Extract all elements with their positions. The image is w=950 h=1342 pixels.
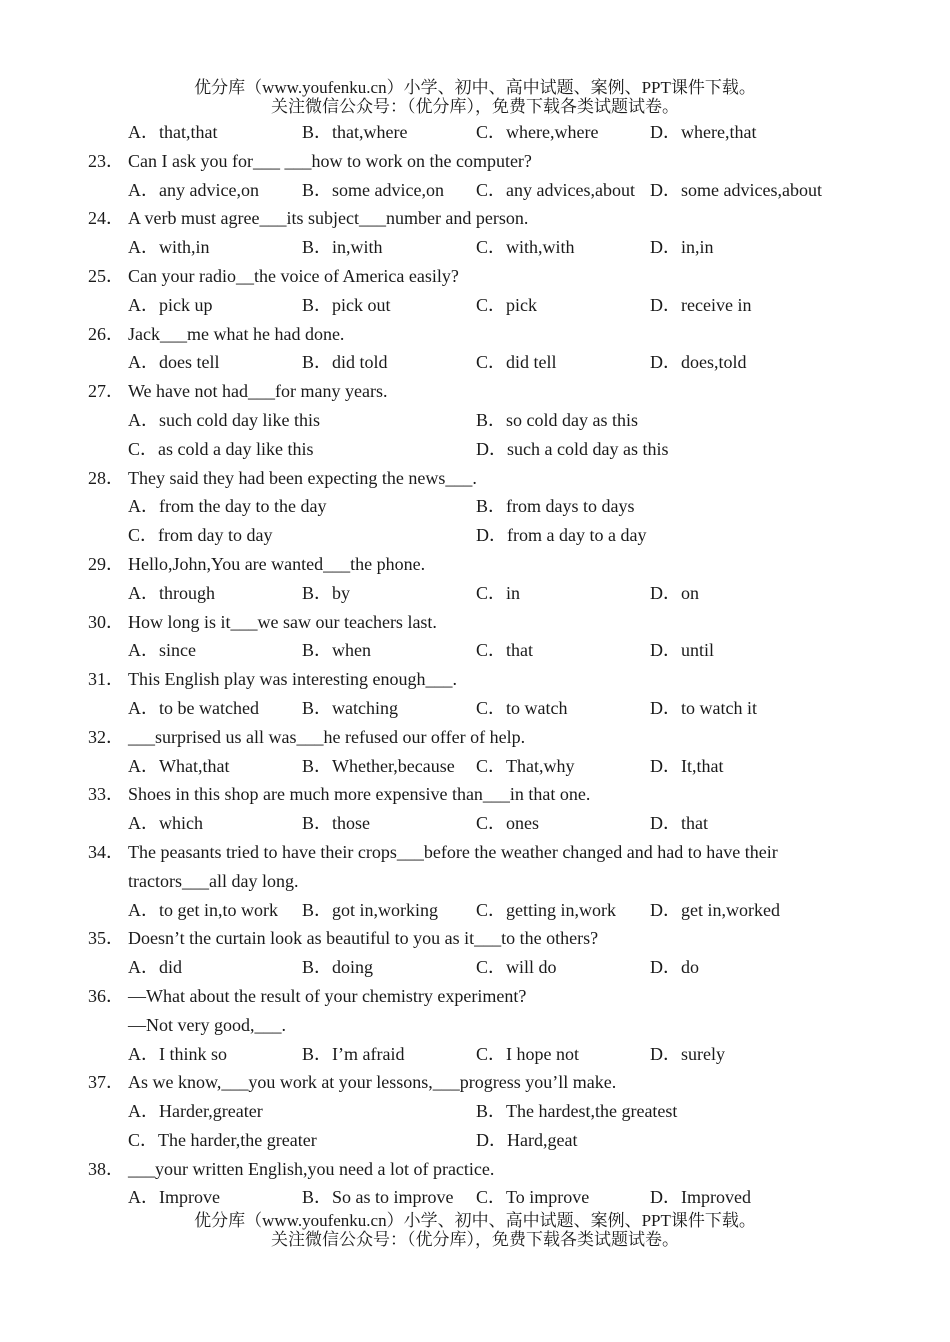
q23-options xyxy=(88,176,848,205)
q35-options xyxy=(88,953,848,982)
q31-option-d[interactable]: D．to watch it xyxy=(650,697,757,718)
q33-option-b[interactable]: B．those xyxy=(302,813,371,834)
header-banner xyxy=(0,78,950,116)
q30-option-d[interactable]: D．until xyxy=(650,640,715,661)
q33-stem xyxy=(88,780,848,809)
q32-option-b[interactable]: B．Whether,because xyxy=(302,755,455,776)
q37-option-b[interactable]: B．The hardest,the greatest xyxy=(476,1101,678,1122)
q24-options xyxy=(88,233,848,262)
q28-text: They said they had been expecting the news___. xyxy=(128,467,477,488)
q25-option-d[interactable]: D．receive in xyxy=(650,294,752,315)
q35-option-c[interactable]: C．will do xyxy=(476,957,557,978)
q36-option-d[interactable]: D．surely xyxy=(650,1043,725,1064)
q27-number: 27． xyxy=(88,381,124,402)
footer-banner xyxy=(0,1211,950,1249)
q34-stem xyxy=(88,838,848,867)
q36-option-a[interactable]: A．I think so xyxy=(128,1043,227,1064)
q31-text: This English play was interesting enough___. xyxy=(128,669,457,690)
q25-number: 25． xyxy=(88,265,124,286)
q28-option-c[interactable]: C．from day to day xyxy=(128,525,273,546)
q33-number: 33． xyxy=(88,784,124,805)
q31-options xyxy=(88,694,848,723)
q26-stem xyxy=(88,320,848,349)
q36-option-c[interactable]: C．I hope not xyxy=(476,1043,579,1064)
q24-option-d[interactable]: D．in,in xyxy=(650,237,714,258)
q22-option-c[interactable]: C．where,where xyxy=(476,122,599,142)
q23-stem xyxy=(88,147,848,176)
q24-number: 24． xyxy=(88,208,124,229)
q28-option-d[interactable]: D．from a day to a day xyxy=(476,525,647,546)
q34-number: 34． xyxy=(88,841,124,862)
q36-number: 36． xyxy=(88,985,124,1006)
q22-option-a[interactable]: A．that,that xyxy=(128,122,218,142)
q38-option-c[interactable]: C．To improve xyxy=(476,1187,590,1208)
q28-number: 28． xyxy=(88,467,124,488)
q31-option-c[interactable]: C．to watch xyxy=(476,697,568,718)
q36-options xyxy=(88,1040,848,1069)
q33-option-d[interactable]: D．that xyxy=(650,813,708,834)
q37-text: As we know,___you work at your lessons,___progress you’ll make. xyxy=(128,1072,617,1093)
q37-options-row-1 xyxy=(88,1097,848,1126)
q31-option-a[interactable]: A．to be watched xyxy=(128,697,259,718)
q32-stem xyxy=(88,723,848,752)
q27-options-row-2 xyxy=(88,435,848,464)
q30-option-b[interactable]: B．when xyxy=(302,640,371,661)
q23-option-c[interactable]: C．any advices,about xyxy=(476,179,635,200)
q34-option-b[interactable]: B．got in,working xyxy=(302,899,439,920)
q32-number: 32． xyxy=(88,726,124,747)
q32-option-a[interactable]: A．What,that xyxy=(128,755,230,776)
q29-option-b[interactable]: B．by xyxy=(302,582,351,603)
q37-stem xyxy=(88,1068,848,1097)
q35-option-b[interactable]: B．doing xyxy=(302,957,374,978)
q32-text: ___surprised us all was___he refused our offer of help. xyxy=(128,726,526,747)
q33-option-c[interactable]: C．ones xyxy=(476,813,539,834)
q27-stem xyxy=(88,377,848,406)
q27-option-a[interactable]: A．such cold day like this xyxy=(128,409,320,430)
q25-options xyxy=(88,291,848,320)
q34-option-a[interactable]: A．to get in,to work xyxy=(128,899,278,920)
q25-text: Can your radio__the voice of America easily? xyxy=(128,265,459,286)
q37-option-a[interactable]: A．Harder,greater xyxy=(128,1101,263,1122)
q24-option-a[interactable]: A．with,in xyxy=(128,237,210,258)
q24-text: A verb must agree___its subject___number and person. xyxy=(128,208,529,229)
q35-option-d[interactable]: D．do xyxy=(650,957,699,978)
q30-option-a[interactable]: A．since xyxy=(128,640,196,661)
q37-option-d[interactable]: D．Hard,geat xyxy=(476,1129,578,1150)
q27-option-d[interactable]: D．such a cold day as this xyxy=(476,438,669,459)
q29-option-a[interactable]: A．through xyxy=(128,582,215,603)
footer-line-2: 关注微信公众号：（优分库），免费下载各类试题试卷。 xyxy=(271,1230,679,1249)
q38-stem xyxy=(88,1155,848,1184)
q36-stem xyxy=(88,982,848,1011)
q26-option-d[interactable]: D．does,told xyxy=(650,352,747,373)
footer-line-1: 优分库（www.youfenku.cn）小学、初中、高中试题、案例、PPT课件下载。 xyxy=(194,1211,756,1230)
q27-options-row-1 xyxy=(88,406,848,435)
q38-number: 38． xyxy=(88,1158,124,1179)
q29-text: Hello,John,You are wanted___the phone. xyxy=(128,553,426,574)
q36-text-line-1: —What about the result of your chemistry experiment? xyxy=(128,985,527,1006)
q37-options-row-2 xyxy=(88,1126,848,1155)
q34-stem-cont xyxy=(88,867,848,896)
q26-option-b[interactable]: B．did told xyxy=(302,352,388,373)
q23-number: 23． xyxy=(88,150,124,171)
q32-options xyxy=(88,752,848,781)
q29-option-c[interactable]: C．in xyxy=(476,582,521,603)
q36-stem-cont xyxy=(88,1011,848,1040)
q24-option-c[interactable]: C．with,with xyxy=(476,237,575,258)
q33-option-a[interactable]: A．which xyxy=(128,813,203,834)
q37-number: 37． xyxy=(88,1072,124,1093)
q34-text-line-1: The peasants tried to have their crops___before the weather changed and had to have their xyxy=(128,841,778,862)
q24-option-b[interactable]: B．in,with xyxy=(302,237,383,258)
q34-options xyxy=(88,896,848,925)
q34-text-line-2: tractors___all day long. xyxy=(128,870,299,891)
q25-option-b[interactable]: B．pick out xyxy=(302,294,391,315)
q25-stem xyxy=(88,262,848,291)
q26-option-a[interactable]: A．does tell xyxy=(128,352,220,373)
q38-text: ___your written English,you need a lot of practice. xyxy=(128,1158,495,1179)
q26-option-c[interactable]: C．did tell xyxy=(476,352,557,373)
q29-options xyxy=(88,579,848,608)
q32-option-c[interactable]: C．That,why xyxy=(476,755,575,776)
q23-option-a[interactable]: A．any advice,on xyxy=(128,179,259,200)
q23-option-d[interactable]: D．some advices,about xyxy=(650,179,822,200)
q26-options xyxy=(88,348,848,377)
q34-option-d[interactable]: D．get in,worked xyxy=(650,899,780,920)
q26-text: Jack___me what he had done. xyxy=(128,323,345,344)
q38-option-d[interactable]: D．Improved xyxy=(650,1187,751,1208)
q28-options-row-1 xyxy=(88,492,848,521)
q28-options-row-2 xyxy=(88,521,848,550)
q28-option-a[interactable]: A．from the day to the day xyxy=(128,496,327,517)
q22-option-b[interactable]: B．that,where xyxy=(302,122,408,142)
q27-option-b[interactable]: B．so cold day as this xyxy=(476,409,638,430)
q38-option-a[interactable]: A．Improve xyxy=(128,1187,220,1208)
q36-text-line-2: —Not very good,___. xyxy=(128,1014,286,1035)
q30-number: 30． xyxy=(88,611,124,632)
q35-text: Doesn’t the curtain look as beautiful to you as it___to the others? xyxy=(128,928,599,949)
header-line-1: 优分库（www.youfenku.cn）小学、初中、高中试题、案例、PPT课件下载。 xyxy=(194,78,756,97)
q30-text: How long is it___we saw our teachers last. xyxy=(128,611,437,632)
q33-options xyxy=(88,809,848,838)
q23-text: Can I ask you for___ ___how to work on the computer? xyxy=(128,150,532,171)
q37-option-c[interactable]: C．The harder,the greater xyxy=(128,1129,317,1150)
q36-option-b[interactable]: B．I’m afraid xyxy=(302,1043,405,1064)
q29-option-d[interactable]: D．on xyxy=(650,582,699,603)
q23-option-b[interactable]: B．some advice,on xyxy=(302,179,444,200)
q25-option-a[interactable]: A．pick up xyxy=(128,294,213,315)
q22-options xyxy=(88,118,848,147)
q22-option-d[interactable]: D．where,that xyxy=(650,122,757,142)
q35-option-a[interactable]: A．did xyxy=(128,957,182,978)
q32-option-d[interactable]: D．It,that xyxy=(650,755,724,776)
q29-stem xyxy=(88,550,848,579)
q38-options xyxy=(88,1183,848,1212)
q24-stem xyxy=(88,204,848,233)
q38-option-b[interactable]: B．So as to improve xyxy=(302,1187,454,1208)
q27-text: We have not had___for many years. xyxy=(128,381,388,402)
q30-option-c[interactable]: C．that xyxy=(476,640,533,661)
question-list xyxy=(88,118,848,1212)
q25-option-c[interactable]: C．pick xyxy=(476,294,537,315)
q31-number: 31． xyxy=(88,669,124,690)
q29-number: 29． xyxy=(88,553,124,574)
q26-number: 26． xyxy=(88,323,124,344)
header-line-2: 关注微信公众号：（优分库），免费下载各类试题试卷。 xyxy=(271,97,679,116)
q33-text: Shoes in this shop are much more expensive than___in that one. xyxy=(128,784,591,805)
q28-option-b[interactable]: B．from days to days xyxy=(476,496,635,517)
q27-option-c[interactable]: C．as cold a day like this xyxy=(128,438,314,459)
q30-stem xyxy=(88,608,848,637)
q34-option-c[interactable]: C．getting in,work xyxy=(476,899,616,920)
q28-stem xyxy=(88,464,848,493)
q35-number: 35． xyxy=(88,928,124,949)
q31-option-b[interactable]: B．watching xyxy=(302,697,398,718)
q31-stem xyxy=(88,665,848,694)
q30-options xyxy=(88,636,848,665)
q35-stem xyxy=(88,924,848,953)
